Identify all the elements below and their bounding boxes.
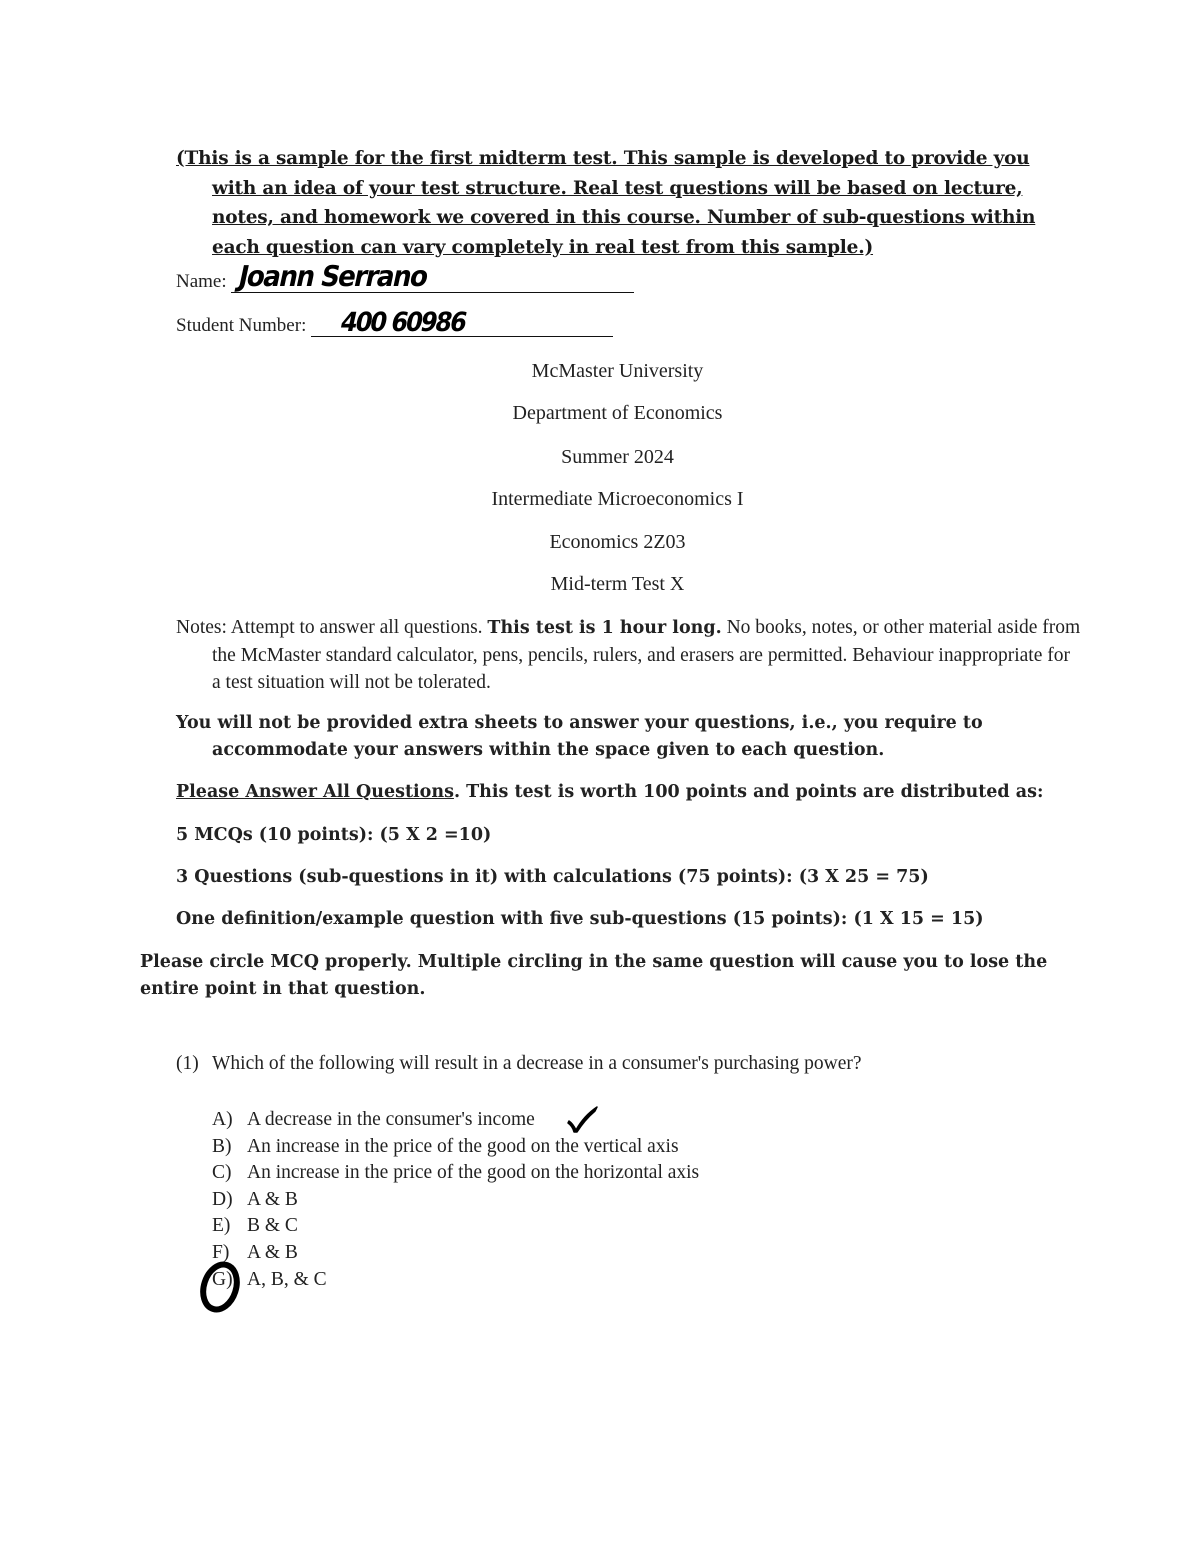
option-text: An increase in the price of the good on the vertical axis [247, 1135, 679, 1157]
option-letter: F) [212, 1241, 230, 1263]
handwritten-name: Joann Serrano [235, 260, 431, 294]
option-text: An increase in the price of the good on the horizontal axis [247, 1162, 700, 1184]
option-text: A & B [247, 1188, 298, 1210]
question-number: (1) [176, 1053, 199, 1074]
notes-prefix: Notes: Attempt to answer all questions. [176, 617, 488, 638]
student-number-label: Student Number: [176, 315, 312, 336]
sample-disclaimer: (This is a sample for the first midterm test. This sample is developed to provide you with an idea of your test structure. Real test questions will be based on lecture, notes, and homework we covered in this course. Number of sub-questions within each question can vary completely in real test from this sample.) [176, 148, 1036, 258]
option-text: A decrease in the consumer's income [247, 1109, 535, 1130]
option-letter: G) [212, 1268, 233, 1290]
handwritten-checkmark-icon [566, 1105, 600, 1133]
extra-sheets-warning: You will not be provided extra sheets to answer your questions, i.e., you require to accommodate your answers within the space given to each question. [176, 713, 983, 760]
course-title: Intermediate Microeconomics I [491, 488, 744, 510]
notes-suffix: No books, notes, or other material aside from the McMaster standard calculator, pens, pencils, rulers, and erasers are permitted. Behaviour inappropriate for a test situation will not be tolerated. [212, 617, 1081, 693]
university-name: McMaster University [531, 360, 704, 382]
option-text: A & B [247, 1241, 298, 1263]
mcq-points: 5 MCQs (10 points): (5 X 2 =10) [176, 825, 492, 845]
option-text: B & C [247, 1215, 298, 1237]
student-number-field[interactable] [311, 306, 613, 338]
option-d[interactable] [212, 1187, 699, 1214]
option-letter: A) [212, 1109, 233, 1130]
test-worth-label: . This test is worth 100 points and points are distributed as: [453, 782, 1044, 802]
name-field[interactable] [231, 260, 634, 294]
option-letter: D) [212, 1188, 233, 1210]
test-name: Mid-term Test X [550, 573, 685, 595]
handwritten-student-number: 400 60986 [337, 306, 469, 338]
name-label: Name: [176, 271, 232, 292]
notes-duration: This test is 1 hour long. [487, 618, 722, 638]
name-field-row [176, 260, 634, 294]
course-code: Economics 2Z03 [549, 531, 686, 553]
question-text: Which of the following will result in a decrease in a consumer's purchasing power? [212, 1053, 862, 1074]
option-a[interactable] [212, 1107, 699, 1134]
option-c[interactable] [212, 1160, 699, 1187]
option-letter: E) [212, 1215, 231, 1237]
question-1-options [212, 1107, 699, 1293]
definition-question-points: One definition/example question with five sub-questions (15 points): (1 X 15 = 15) [176, 909, 984, 929]
option-g[interactable] [212, 1267, 699, 1294]
handwritten-circle-mark-icon [196, 1258, 248, 1316]
points-distribution-heading [176, 779, 1056, 806]
term: Summer 2024 [561, 446, 674, 468]
option-text: A, B, & C [247, 1268, 327, 1290]
department-name: Department of Economics [512, 402, 723, 424]
option-f[interactable] [212, 1240, 699, 1267]
student-number-field-row [176, 306, 613, 338]
option-b[interactable] [212, 1134, 699, 1161]
option-e[interactable] [212, 1213, 699, 1240]
option-letter: B) [212, 1135, 232, 1157]
test-notes [176, 614, 1082, 696]
calc-questions-points: 3 Questions (sub-questions in it) with calculations (75 points): (3 X 25 = 75) [176, 867, 929, 887]
option-letter: C) [212, 1162, 232, 1184]
circle-mcq-warning: Please circle MCQ properly. Multiple circling in the same question will cause you to lose the entire point in that question. [140, 952, 1048, 999]
question-1 [176, 1053, 862, 1075]
answer-all-label: Please Answer All Questions [176, 782, 454, 802]
